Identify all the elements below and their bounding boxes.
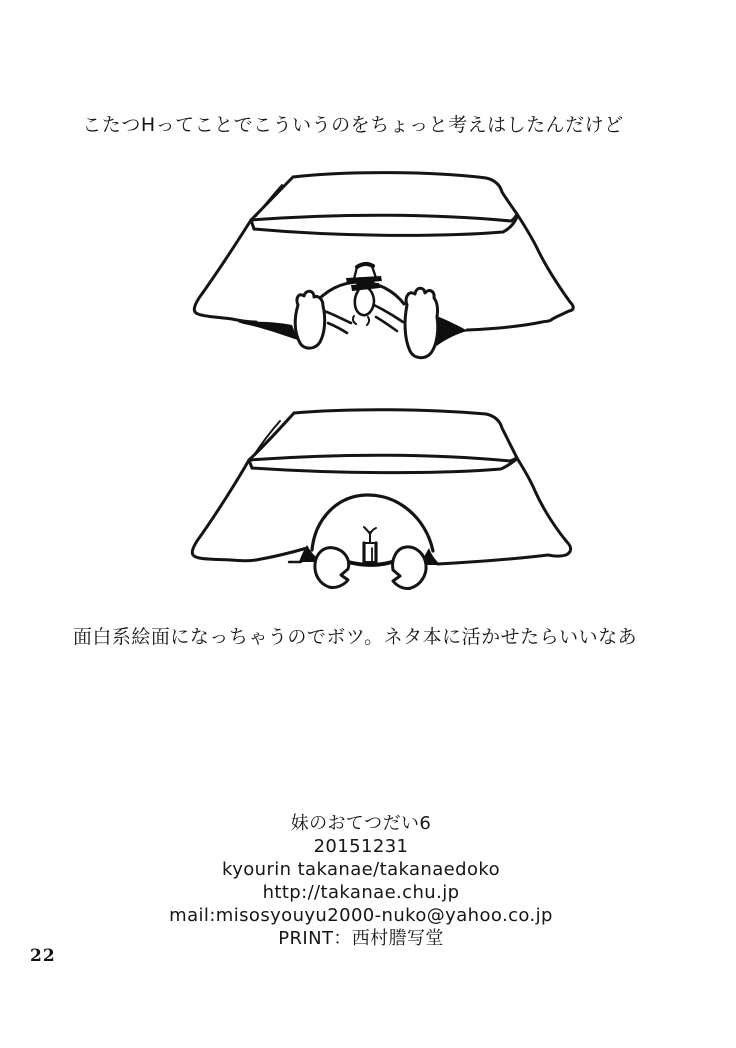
website-url: http://takanae.chu.jp (262, 882, 460, 903)
colophon (0, 812, 729, 950)
caption-top: こたつHってことでこういうのをちょっと考えはしたんだけど (82, 114, 624, 136)
left-foot (295, 291, 324, 348)
kotatsu-blanket-outline (194, 173, 573, 330)
right-sole (393, 547, 427, 589)
right-foot (405, 288, 438, 357)
caption-bottom: 面白系絵面になっちゃうのでボツ。ネタ本に活かせたらいいなあ (72, 626, 638, 648)
kotatsu-blanket-outline (192, 410, 570, 564)
kotatsu-sketch-legs (170, 155, 600, 370)
printer-credit: PRINT：西村謄写堂 (278, 928, 444, 949)
crotch-detail (346, 264, 382, 325)
author-circle: kyourin takanae/takanaedoko (222, 859, 500, 880)
left-sole (315, 548, 349, 588)
release-date: 20151231 (313, 836, 409, 857)
page-number: 22 (30, 946, 56, 966)
kotatsu-sketch-soles (170, 400, 590, 610)
email-address: mail:misosyouyu2000-nuko@yahoo.co.jp (169, 905, 553, 926)
book-title: 妹のおてつだい6 (290, 813, 432, 834)
sprout (364, 527, 376, 562)
